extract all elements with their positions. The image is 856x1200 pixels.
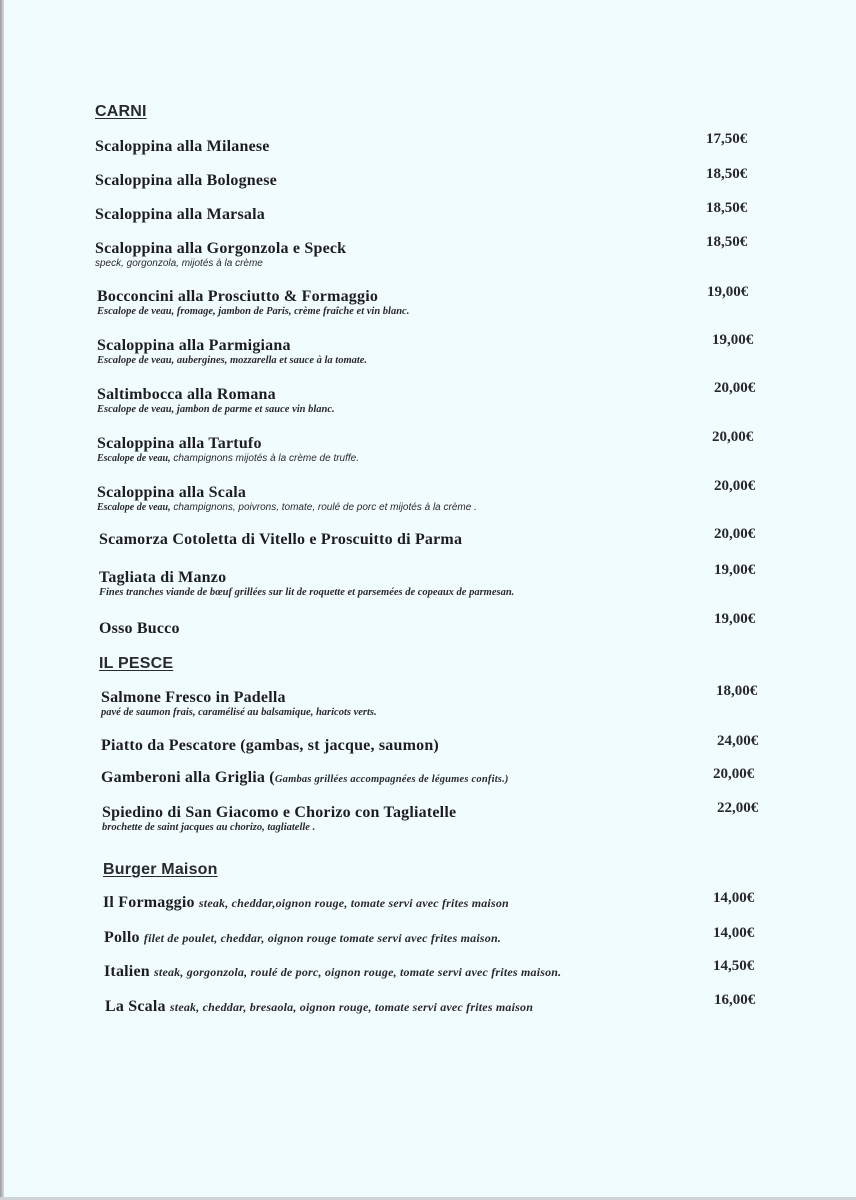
item-price: 20,00€ (714, 380, 756, 396)
item-name: Scaloppina alla Tartufo (97, 435, 262, 452)
menu-item (97, 484, 477, 513)
menu-item (104, 929, 501, 947)
item-description-rest: champignons, poivrons, tomate, roulé de porc et mijotés à la crème . (170, 502, 477, 513)
item-price: 14,50€ (713, 958, 755, 974)
item-price: 19,00€ (707, 284, 749, 300)
item-description-lead: Escalope de veau, (97, 453, 171, 464)
item-name-text: La Scala (105, 998, 170, 1015)
item-description: steak, cheddar, bresaola, oignon rouge, tomate servi avec frites maison (169, 1000, 534, 1014)
item-price: 19,00€ (714, 611, 756, 627)
menu-item (101, 689, 377, 718)
menu-item (102, 804, 456, 833)
item-description: speck, gorgonzola, mijotés à la crème (95, 258, 263, 269)
item-price: 18,50€ (706, 166, 748, 182)
item-description: brochette de saint jacques au chorizo, tagliatelle . (102, 822, 316, 833)
item-name: Scaloppina alla Parmigiana (97, 337, 291, 354)
menu-item (97, 337, 367, 366)
menu-item (103, 894, 509, 912)
item-description: filet de poulet, cheddar, oignon rouge tomate servi avec frites maison. (143, 931, 502, 945)
item-description-rest: champignons mijotés à la crème de truffe. (170, 453, 360, 464)
menu-item (101, 737, 439, 755)
item-price: 14,00€ (713, 890, 755, 906)
item-name: Salmone Fresco in Padella (101, 689, 286, 706)
item-price: 14,00€ (713, 925, 755, 941)
menu-item (97, 435, 359, 464)
menu-item (105, 998, 533, 1016)
item-price: 19,00€ (712, 332, 754, 348)
item-name-text: Gamberoni alla Griglia ( (101, 769, 275, 786)
menu-item (99, 531, 462, 549)
section-title-burger: Burger Maison (103, 861, 218, 878)
item-price: 18,50€ (706, 234, 748, 250)
menu-item (95, 240, 346, 269)
item-name-text: Pollo (104, 929, 144, 946)
item-description: Escalope de veau, fromage, jambon de Paris, crème fraîche et vin blanc. (97, 306, 410, 317)
item-name: Scaloppina alla Bolognese (95, 172, 277, 189)
item-description: Escalope de veau, jambon de parme et sauce vin blanc. (97, 404, 335, 415)
item-price: 16,00€ (714, 992, 756, 1008)
item-name: Spiedino di San Giacomo e Chorizo con Tagliatelle (102, 804, 457, 821)
item-price: 20,00€ (714, 478, 756, 494)
item-name: Saltimbocca alla Romana (97, 386, 276, 403)
item-name (101, 769, 509, 787)
item-price: 20,00€ (712, 429, 754, 445)
item-name: Bocconcini alla Prosciutto & Formaggio (97, 288, 379, 305)
item-name: Scaloppina alla Marsala (95, 206, 265, 223)
item-name-text: Italien (104, 963, 155, 980)
menu-item (95, 206, 265, 224)
section-title-carni: CARNI (95, 103, 147, 120)
item-price: 20,00€ (714, 526, 756, 542)
item-name: Tagliata di Manzo (99, 569, 227, 586)
item-price: 24,00€ (717, 733, 759, 749)
item-name: Scaloppina alla Gorgonzola e Speck (95, 240, 347, 257)
page-edge (0, 0, 4, 1200)
item-name: Scamorza Cotoletta di Vitello e Proscuitto di Parma (99, 531, 463, 548)
menu-item (101, 769, 509, 787)
item-name (104, 929, 501, 947)
item-description (97, 453, 359, 464)
item-name (105, 998, 533, 1016)
item-name: Scaloppina alla Scala (97, 484, 247, 501)
item-price: 20,00€ (713, 766, 755, 782)
item-price: 19,00€ (714, 562, 756, 578)
item-name: Piatto da Pescatore (gambas, st jacque, saumon) (101, 737, 439, 754)
menu-item (95, 172, 277, 190)
item-description: pavé de saumon frais, caramélisé au balsamique, haricots verts. (101, 707, 377, 718)
item-name: Scaloppina alla Milanese (95, 138, 270, 155)
item-description: Gambas grillées accompagnées de légumes confits.) (274, 774, 509, 785)
menu-item (99, 569, 514, 598)
item-price: 18,50€ (706, 200, 748, 216)
menu-item (95, 138, 270, 156)
item-price: 22,00€ (717, 800, 759, 816)
item-price: 17,50€ (706, 131, 748, 147)
menu-item (104, 963, 561, 981)
item-description: Escalope de veau, aubergines, mozzarella et sauce à la tomate. (97, 355, 368, 366)
item-description: Fines tranches viande de bœuf grillées sur lit de roquette et parsemées de copeaux de parmesan. (99, 587, 515, 598)
item-name: Osso Bucco (99, 620, 180, 637)
item-name (103, 894, 509, 912)
menu-item (97, 288, 409, 317)
item-description: steak, gorgonzola, roulé de porc, oignon rouge, tomate servi avec frites maison. (154, 965, 562, 979)
section-title-pesce: IL PESCE (99, 655, 174, 672)
item-description-lead: Escalope de veau, (97, 502, 171, 513)
item-name (104, 963, 561, 981)
item-description: steak, cheddar,oignon rouge, tomate servi avec frites maison (198, 896, 509, 910)
item-name-text: Il Formaggio (103, 894, 199, 911)
menu-item (97, 386, 335, 415)
item-price: 18,00€ (716, 683, 758, 699)
item-description (97, 502, 477, 513)
menu-item (99, 620, 180, 638)
